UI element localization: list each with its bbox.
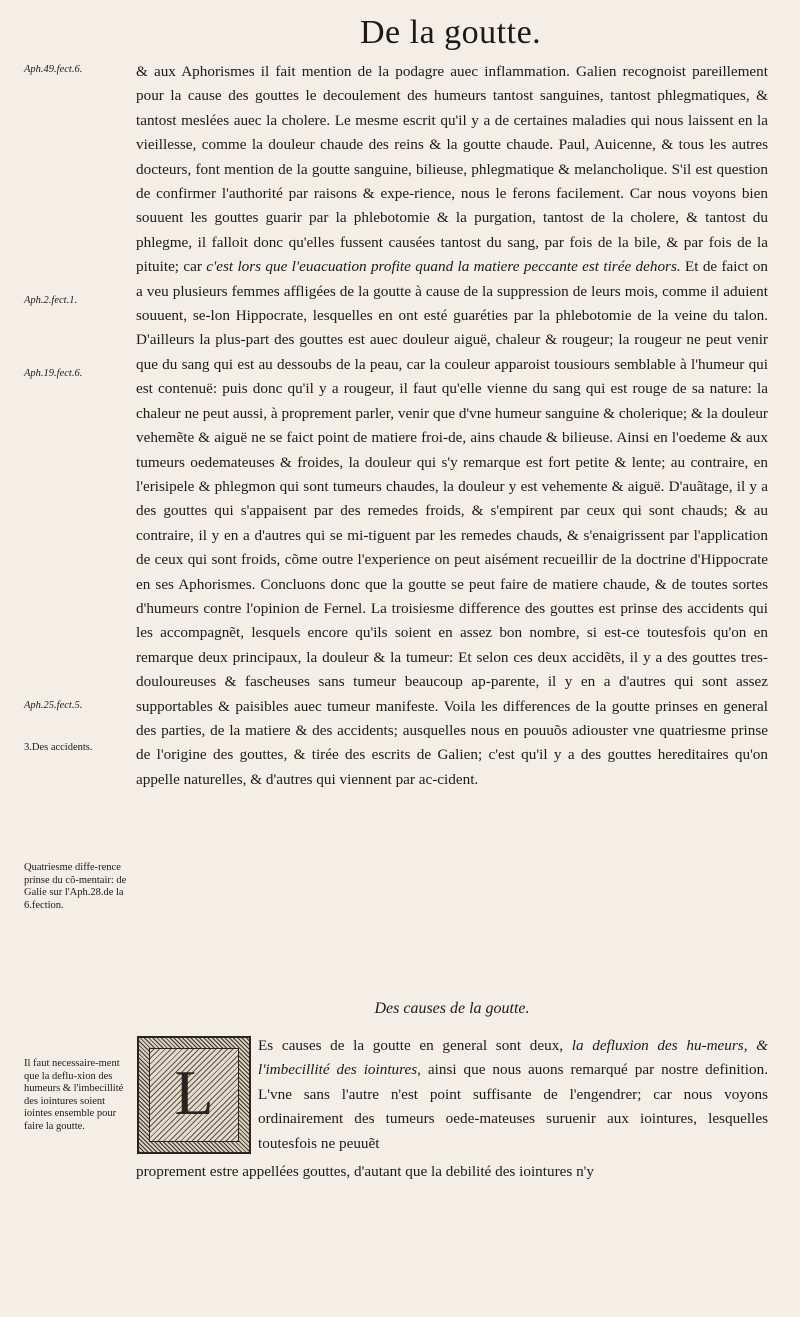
margin-note-aph-25: Aph.25.fect.5. bbox=[24, 700, 83, 711]
paragraph-1-italic: c'est lors que l'euacuation profite quand la matiere peccante est tirée dehors. bbox=[206, 258, 681, 276]
main-text bbox=[136, 60, 768, 792]
margin-note-aph-2: Aph.2.fect.1. bbox=[24, 295, 78, 306]
paragraph-1-part-a: & aux Aphorismes il fait mention de la podagre auec inflammation. Galien recognoist pareillement pour la cause des gouttes le decoulement des humeurs tantost sanguines, tantost phlegmatiques, & tantost meslées auec la cholere. Le mesme escrit qu'il y a de certaines maladies qui nous laissent en la vieillesse, comme la douleur chaude des reins & la goutte chaude. Paul, Auicenne, & tous les autres docteurs, font mention de la goutte sanguine, bilieuse, phlegmatique & melancholique. S'il est question de confirmer l'authorité par raisons & expe-rience, nous le ferons facilement. Car nous voyons bien souuent les gouttes guarir par la phlebotomie & la purgation, tantost de la cholere, & tantost du phlegme, il falloit donc qu'elles fussent causées tantost du sang, par fois de la bile, & par fois de la pituite; car bbox=[136, 63, 768, 276]
paragraph-2-last-line: proprement estre appellées gouttes, d'autant que la debilité des iointures n'y bbox=[136, 1163, 595, 1180]
margin-note-aph-19: Aph.19.fect.6. bbox=[24, 368, 83, 379]
margin-note-fourth-difference: Quatriesme diffe-rence prinse du cõ-mentair: de Galie sur l'Aph.28.de la 6.fection. bbox=[24, 862, 127, 911]
paragraph-2-part-a: Es causes de la goutte en general sont deux, bbox=[258, 1037, 572, 1054]
margin-note-necessity: Il faut necessaire-ment que la deflu-xion des humeurs & l'imbecillité des iointures soient iointes ensemble pour faire la goutte. bbox=[24, 1058, 124, 1132]
paragraph-2 bbox=[258, 1034, 768, 1156]
woodcut-initial bbox=[137, 1036, 251, 1154]
section-heading: Des causes de la goutte. bbox=[374, 1000, 530, 1017]
paragraph-2-part-b: , ainsi que nous auons remarqué par nostre definition. L'vne sans l'autre n'est point suffisante de l'engendrer; car nous voyons ordinairement des tumeurs oede-mateuses suruenir aux iointures, lesquelles toutesfois ne peuuẽt bbox=[258, 1061, 768, 1152]
dropcap-letter: L bbox=[174, 1057, 214, 1128]
paragraph-2-italic: la defluxion des hu-meurs, & l'imbecillité des iointures bbox=[258, 1037, 768, 1079]
running-title: De la goutte. bbox=[360, 14, 542, 51]
margin-note-accidents: 3.Des accidents. bbox=[24, 742, 93, 753]
paragraph-1 bbox=[136, 60, 768, 792]
paragraph-1-part-b: Et de faict on a veu plusieurs femmes affligées de la goutte à cause de la suppression de leurs mois, comme il aduient souuent, se-lon Hippocrate, lesquelles en ont esté guaréties par la phlebotomie de la veine du talon. D'ailleurs la plus-part des gouttes est auec douleur aiguë, chaleur & rougeur; la rougeur ne peut venir que du sang qui est au dessoubs de la peau, car la couleur apparoist tousiours semblable à l'humeur qui est contenuë: puis donc qu'il y a rougeur, il faut qu'elle vienne du sang qui est rouge de sa nature: la chaleur ne peut aussi, à proprement parler, venir que d'vne humeur sanguine & cholerique; & la douleur vehemẽte & aiguë ne se faict point de matiere froi-de, ains chaude & bilieuse. Ainsi en l'oedeme & aux tumeurs oedemateuses & froides, la douleur qui s'y remarque est fort petite & lente; au contraire, en l'erisipele & phlegmon qui sont tumeurs chaudes, la douleur y est vehemente & aiguë. D'auãtage, il y a des gouttes qui s'appaisent par des remedes froids, & s'empirent par ceux qui sont chauds; & au contraire, il y en a d'autres qui se mi-tiguent par les remedes chauds, & s'enaigrissent par l'application de ceux qui sont froids, cõme outre l'experience on peut aisément recueillir de la doctrine d'Hippocrate en ses Aphorismes. Concluons donc que la goutte se peut faire de matiere chaude, & de toutes sortes d'humeurs contre l'opinion de Fernel. La troisiesme difference des gouttes est prinse des accidents qui les accompagnẽt, lesquels encore qu'ils soient en assez bon nombre, si est-ce toutesfois qu'on en remarque deux principaux, la douleur & la tumeur: Et selon ces deux accidẽts, il y a des gouttes tres-douloureuses & fascheuses sans tumeur beaucoup ap-parente, il y en a d'autres qui sont assez supportables & paisibles auec tumeur manifeste. Voila les differences de la goutte prinses en general des parties, de la matiere & des accidents; ausquelles nous en pouuõs adiouster vne quatriesme prinse de l'origine des gouttes, & tirée des escrits de Galien; c'est qu'il y a des gouttes hereditaires qu'on appelle naturelles, & d'autres qui viennent par ac-cident. bbox=[136, 258, 768, 788]
margin-note-aph-49: Aph.49.fect.6. bbox=[24, 64, 83, 75]
